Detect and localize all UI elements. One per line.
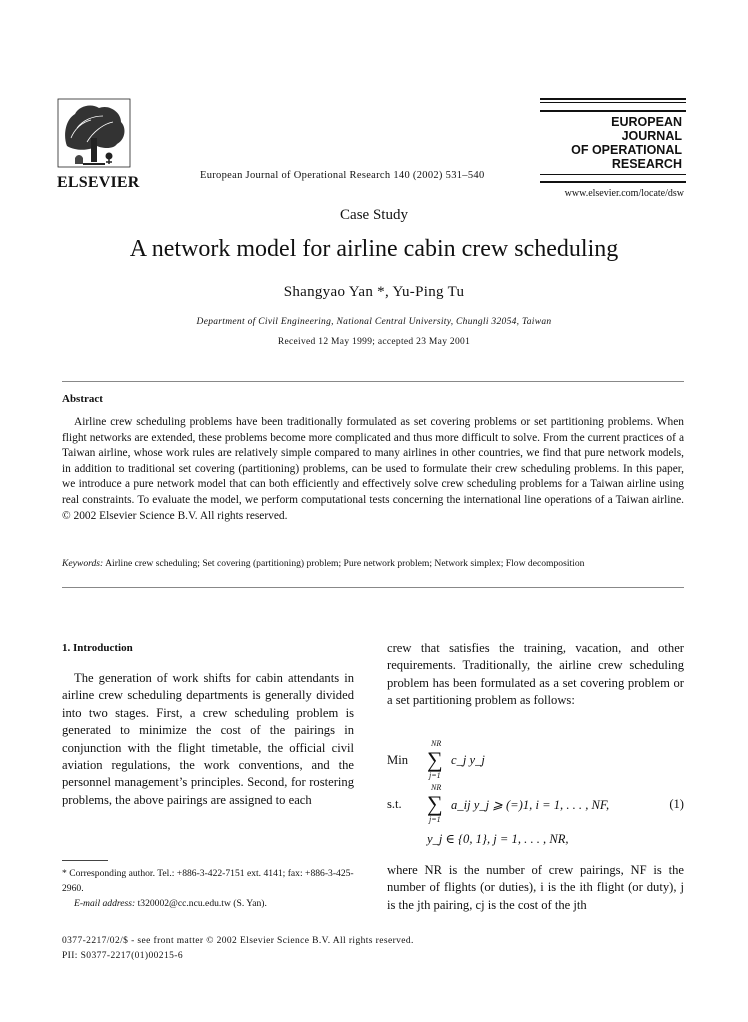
abstract-heading: Abstract <box>62 393 103 405</box>
footnote-rule <box>62 860 108 861</box>
footnote-email-line <box>62 896 354 911</box>
sigma-symbol: ∑ <box>427 791 443 816</box>
email-label: E-mail address: <box>74 898 136 910</box>
received-dates: Received 12 May 1999; accepted 23 May 2001 <box>277 337 471 347</box>
journal-logo-line: JOURNAL <box>621 129 682 143</box>
footnote-corresponding: * Corresponding author. Tel.: +886-3-422-7151 ext. 4141; fax: +886-3-425-2960. <box>62 868 354 895</box>
author-affiliation: Department of Civil Engineering, National Central University, Chungli 32054, Taiwan <box>196 317 552 327</box>
sigma-symbol: ∑ <box>427 747 443 772</box>
elsevier-tree-icon <box>57 98 131 168</box>
abstract-text: Airline crew scheduling problems have been traditionally formulated as set covering problems or set partitioning problems. When flight networks are extended, these problems become more complicated and thus more difficult to solve. From the current practices of a Taiwan airline, whose work rules are relatively simple compared to many airlines in other countries, we find that pure network models, in addition to traditional set covering (partitioning) problems, can be used to formulate their crew scheduling problems. In this paper, we introduce a pure network model that can both efficiently and effectively solve crew scheduling problems for a Taiwan airline using real constraints. To evaluate the model, we perform computational tests concerning the international line operations of a Taiwan airline. © 2002 Elsevier Science B.V. All rights reserved. <box>62 416 684 522</box>
eq-st-label: s.t. <box>387 797 402 811</box>
journal-logo-line: RESEARCH <box>611 157 682 171</box>
author-list: Shangyao Yan *, Yu-Ping Tu <box>283 284 465 300</box>
section-heading: 1. Introduction <box>62 642 133 654</box>
keywords-label: Keywords: <box>62 558 104 569</box>
constraint-expression: a_ij y_j ⩾ (=)1, i = 1, . . . , NF, <box>451 798 610 812</box>
pii-line: PII: S0377-2217(01)00215-6 <box>62 950 183 961</box>
journal-logo <box>540 98 686 183</box>
sum-lower: j=1 <box>429 815 441 824</box>
keywords <box>62 558 684 569</box>
objective-expression: c_j y_j <box>451 753 485 767</box>
abstract-bottom-rule <box>62 587 684 588</box>
keywords-list: Airline crew scheduling; Set covering (partitioning) problem; Pure network problem; Network simplex; Flow decomposition <box>105 558 585 569</box>
email-address[interactable]: t320002@cc.ncu.edu.tw (S. Yan). <box>137 898 267 910</box>
publisher-name: ELSEVIER <box>57 174 140 191</box>
page-footer <box>62 934 414 963</box>
article-title: A network model for airline cabin crew scheduling <box>129 236 619 262</box>
journal-logo-title <box>540 115 686 171</box>
sum-upper: NR <box>431 739 442 748</box>
publisher-logo <box>57 98 140 192</box>
copyright-line: 0377-2217/02/$ - see front matter © 2002 Elsevier Science B.V. All rights reserved. <box>62 936 414 946</box>
eq-min-label: Min <box>387 753 408 767</box>
intro-paragraph-left: The generation of work shifts for cabin attendants in airline crew scheduling departments is generally divided into two stages. First, a crew scheduling problem is generated to minimize the cost of the pairings in conjunction with the flight timetable, the official civil aviation regulations, the work conventions, and the personnel management’s principles. Second, for rostering problems, the above pairings are assigned to each <box>62 671 354 807</box>
sum-upper: NR <box>431 783 442 792</box>
intro-paragraph-right: crew that satisfies the training, vacation, and other requirements. Traditionally, the airline crew scheduling problem has been formulated as a set covering problem or a set partitioning problem as follows: <box>387 641 684 708</box>
journal-logo-line: EUROPEAN <box>611 115 682 129</box>
journal-logo-line: OF OPERATIONAL <box>571 143 682 157</box>
journal-logo-bottom-bars <box>540 174 686 183</box>
equation-number: (1) <box>669 797 684 811</box>
journal-logo-top-bars <box>540 98 686 112</box>
equation-block <box>387 735 684 855</box>
footnote <box>62 866 354 912</box>
intro-paragraph-after-equation: where NR is the number of crew pairings, NF is the number of flights (or duties), i is the ith flight (or duty), j is the jth pairing, cj is the cost of the jth <box>387 863 684 912</box>
journal-citation: European Journal of Operational Research 140 (2002) 531–540 <box>200 170 485 181</box>
sum-lower: j=1 <box>429 771 441 780</box>
abstract-top-rule <box>62 381 684 382</box>
article-type: Case Study <box>340 207 408 223</box>
journal-url[interactable]: www.elsevier.com/locate/dsw <box>564 188 684 199</box>
domain-expression: y_j ∈ {0, 1}, j = 1, . . . , NR, <box>427 832 569 846</box>
